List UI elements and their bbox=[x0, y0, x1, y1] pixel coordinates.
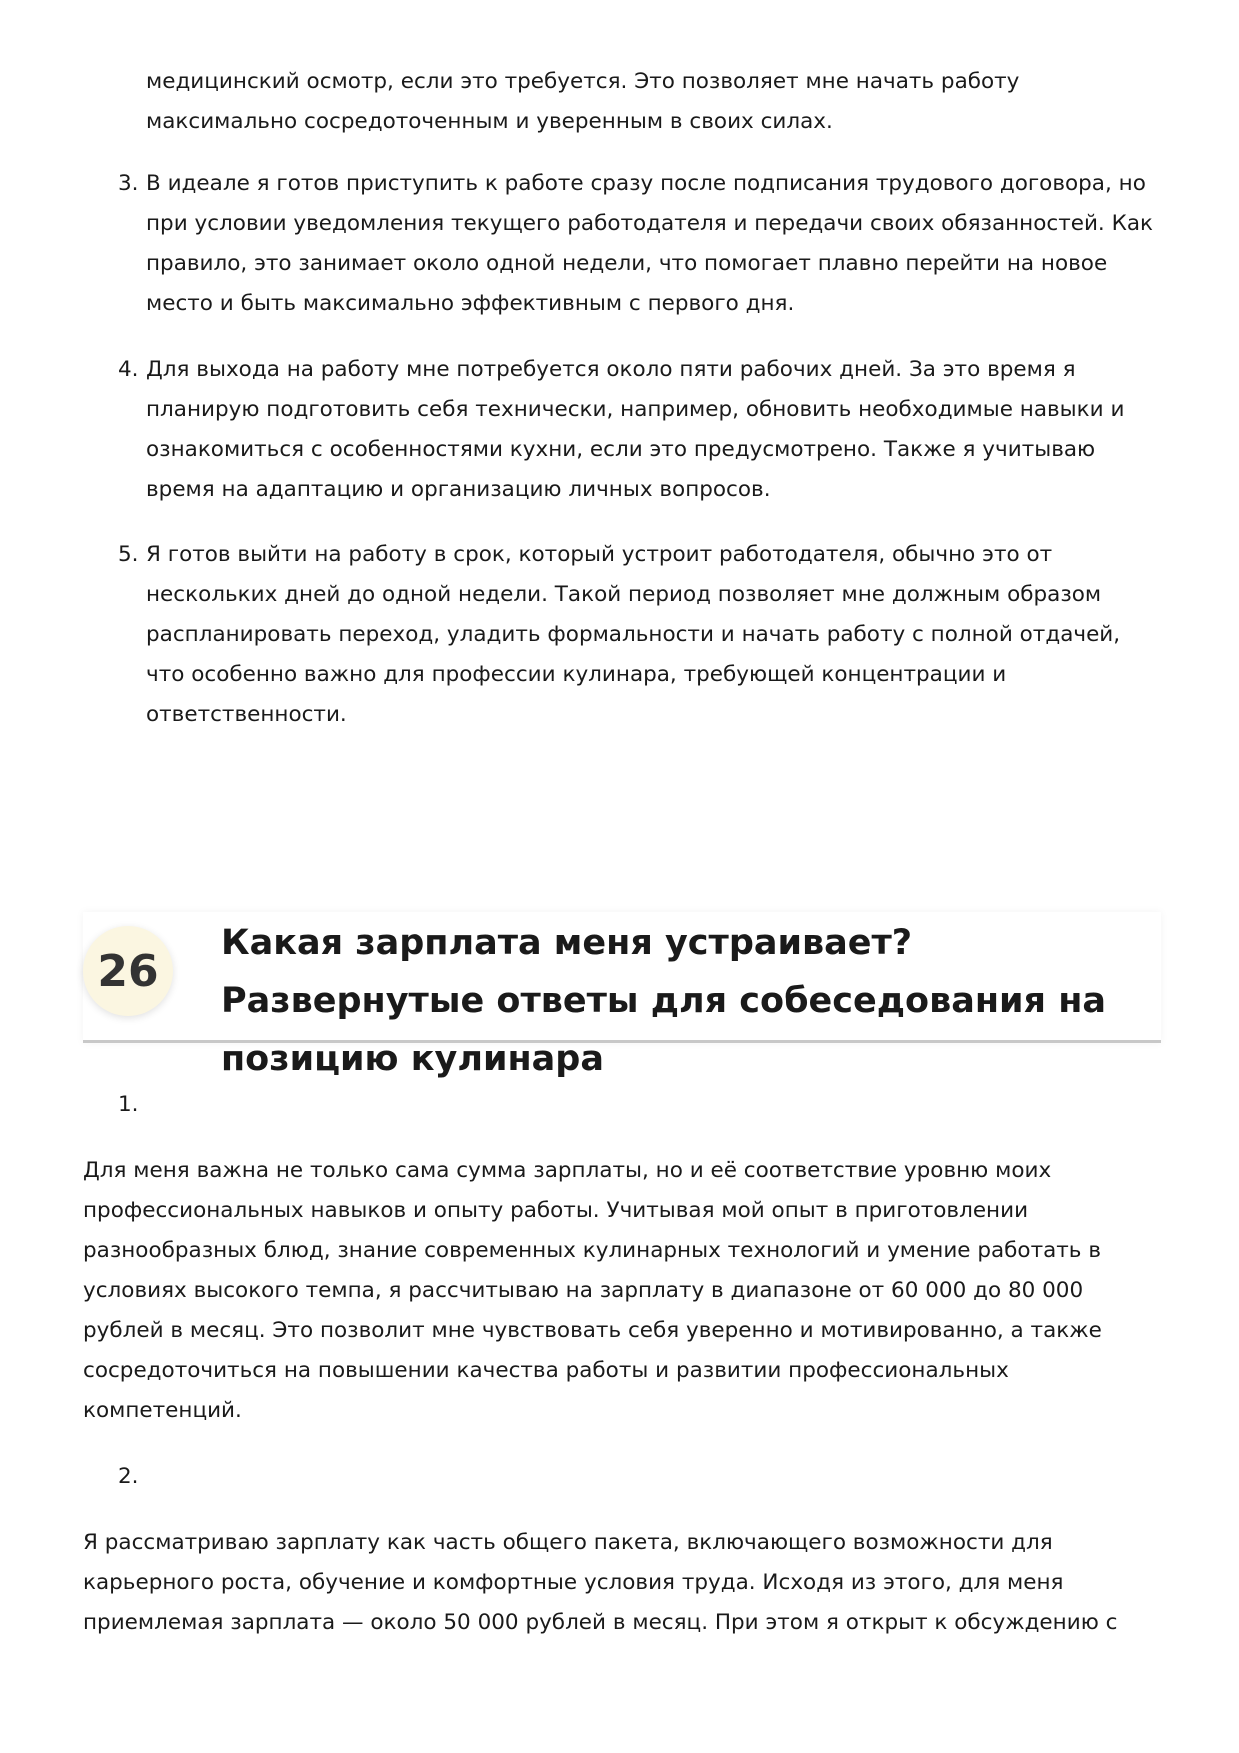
list-item-number: 5. bbox=[118, 542, 139, 567]
list-item-text: Для выхода на работу мне потребуется около пяти рабочих дней. За это время я планирую подготовить себя технически, например, обновить необходимые навыки и ознакомиться с особенностями кухни, если это предусмотрено. Также я учитываю время на адаптацию и организацию личных вопросов. bbox=[146, 357, 1125, 502]
list-item-number: 3. bbox=[118, 171, 139, 196]
section-number-badge: 26 bbox=[83, 926, 173, 1016]
list-item-number: 4. bbox=[118, 357, 139, 382]
list-item bbox=[118, 350, 1163, 510]
section-header bbox=[83, 912, 1161, 1079]
section-title: Какая зарплата меня устраивает? Развернутые ответы для собеседования на позицию кулинара bbox=[221, 923, 1106, 1079]
list-item bbox=[118, 535, 1163, 735]
list-item-continuation: медицинский осмотр, если это требуется. Это позволяет мне начать работу максимально сосредоточенным и уверенным в своих силах. bbox=[146, 69, 1020, 134]
answer-paragraph: Для меня важна не только сама сумма зарплаты, но и её соответствие уровню моих профессиональных навыков и опыту работы. Учитывая мой опыт в приготовлении разнообразных блюд, знание современных кулинарных технологий и умение работать в условиях высокого темпа, я рассчитываю на зарплату в диапазоне от 60 000 до 80 000 рублей в месяц. Это позволит мне чувствовать себя уверенно и мотивированно, а также сосредоточиться на повышении качества работы и развитии профессиональных компетенций. bbox=[83, 1158, 1102, 1423]
list-item-text: Я готов выйти на работу в срок, который устроит работодателя, обычно это от нескольких дней до одной недели. Такой период позволяет мне должным образом распланировать переход, уладить формальности и начать работу с полной отдачей, что особенно важно для профессии кулинара, требующей концентрации и ответственности. bbox=[146, 542, 1121, 727]
list-item-text: В идеале я готов приступить к работе сразу после подписания трудового договора, но при условии уведомления текущего работодателя и передачи своих обязанностей. Как правило, это занимает около одной недели, что помогает плавно перейти на новое место и быть максимально эффективным с первого дня. bbox=[146, 171, 1154, 316]
list-item bbox=[118, 164, 1163, 324]
answer-paragraph: Я рассматриваю зарплату как часть общего пакета, включающего возможности для карьерного роста, обучение и комфортные условия труда. Исходя из этого, для меня приемлемая зарплата — около 50 000 рублей в месяц. При этом я открыт к обсуждению с bbox=[83, 1530, 1118, 1635]
answer-number: 1. bbox=[118, 1092, 139, 1117]
answer-number: 2. bbox=[118, 1464, 139, 1489]
